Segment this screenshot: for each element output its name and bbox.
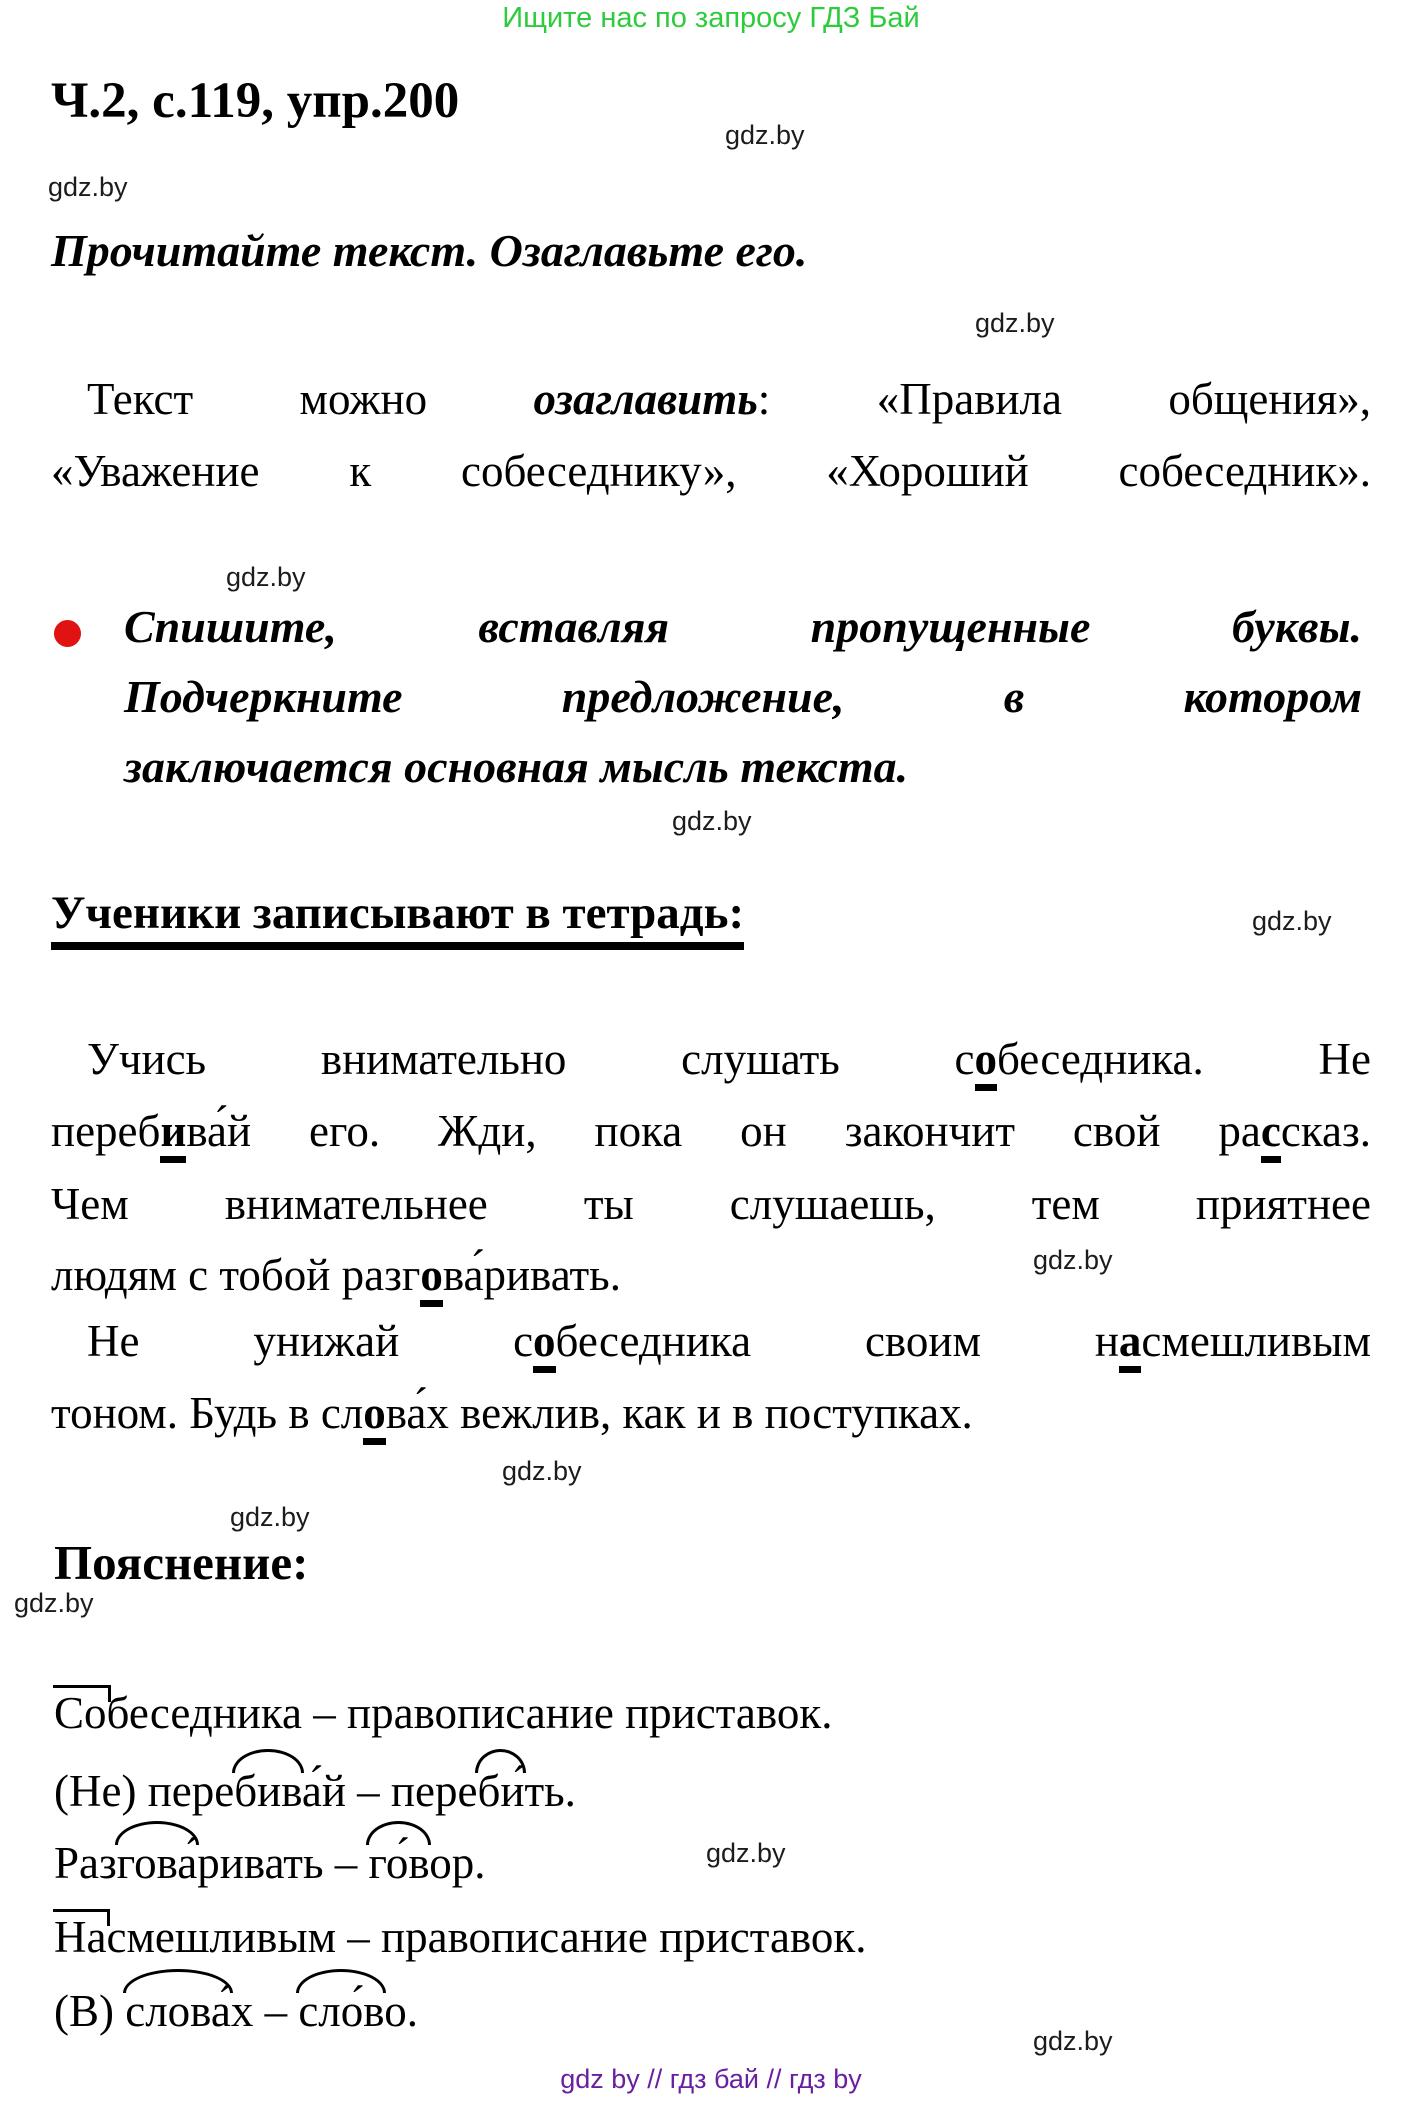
notebook-line: перебива́й его. Жди, пока он закончит свой рассказ. (51, 1102, 1371, 1218)
answer-line: «Уважение к собеседнику», «Хороший собеседник». (51, 446, 1371, 496)
mark-u: о (363, 1388, 386, 1445)
task-copy-line: заключается основная мысль текста. (124, 741, 909, 792)
task-copy-line: Подчеркните предложение, в котором (124, 671, 1362, 722)
watermark-gdzby: gdz.by (725, 120, 805, 150)
explanation-line: Насмешливым – правописание приставок. (54, 1912, 867, 1962)
explanation-line: (Не) перебива́й – переби́ть. (54, 1766, 576, 1816)
task-copy-line: Спишите, вставляя пропущенные буквы. (124, 601, 1362, 652)
task-read-title: Прочитайте текст. Озаглавьте его. (51, 225, 808, 276)
watermark-gdzby: gdz.by (975, 308, 1055, 338)
mark-bi: озаглавить (533, 374, 758, 424)
explanation-line: Собеседника – правописание приставок. (54, 1688, 833, 1738)
explanation-heading: Пояснение: (54, 1535, 309, 1590)
notebook-line: тоном. Будь в слова́х вежлив, как и в поступках. (51, 1384, 973, 1442)
watermark-gdzby: gdz.by (672, 806, 752, 836)
watermark-gdzby: gdz.by (1033, 1245, 1113, 1275)
bullet-marker (54, 620, 81, 647)
footer-search-terms: gdz by // гдз бай // гдз by (560, 2064, 862, 2094)
mark-u: с (1261, 1106, 1281, 1163)
mark-arc: гова́ (116, 1838, 198, 1888)
notebook-line: Учись внимательно слушать собеседника. Не (51, 1030, 1371, 1146)
exercise-title: Ч.2, с.119, упр.200 (51, 73, 460, 129)
mark-u: а (1119, 1316, 1142, 1373)
watermark-gdzby: gdz.by (48, 172, 128, 202)
mark-u: о (420, 1250, 443, 1307)
watermark-gdzby: gdz.by (706, 1838, 786, 1868)
mark-u: о (533, 1316, 556, 1373)
mark-arc: сло́в (298, 1986, 385, 2036)
mark-pre: Со (54, 1688, 107, 1738)
notebook-line: Не унижай собеседника своим насмешливым (51, 1312, 1371, 1428)
mark-u: о (975, 1034, 998, 1091)
watermark-gdzby: gdz.by (226, 562, 306, 592)
explanation-line: Разгова́ривать – го́вор. (54, 1838, 486, 1888)
mark-arc: бив (234, 1766, 302, 1816)
watermark-gdzby: gdz.by (1252, 906, 1332, 936)
mark-arc: би́ (477, 1766, 525, 1816)
watermark-gdzby: gdz.by (230, 1502, 310, 1532)
explanation-line: (В) слова́х – сло́во. (54, 1986, 418, 2036)
watermark-gdzby: gdz.by (1033, 2026, 1113, 2056)
notebook-line: людям с тобой разгова́ривать. (51, 1246, 621, 1304)
notebook-heading-text: Ученики записывают в тетрадь: (51, 887, 744, 950)
watermark-gdzby: gdz.by (502, 1456, 582, 1486)
mark-u: и (160, 1106, 186, 1163)
notebook-line: Чем внимательнее ты слушаешь, тем приятнее (51, 1179, 1371, 1229)
mark-arc: слова́ (125, 1986, 231, 2036)
promo-banner: Ищите нас по запросу ГДЗ Бай (502, 2, 920, 34)
mark-arc: го́в (368, 1838, 430, 1888)
notebook-heading (51, 884, 744, 942)
watermark-gdzby: gdz.by (14, 1588, 94, 1618)
answer-line: Текст можно озаглавить: «Правила общения», (87, 374, 1371, 424)
mark-pre: На (54, 1912, 107, 1962)
